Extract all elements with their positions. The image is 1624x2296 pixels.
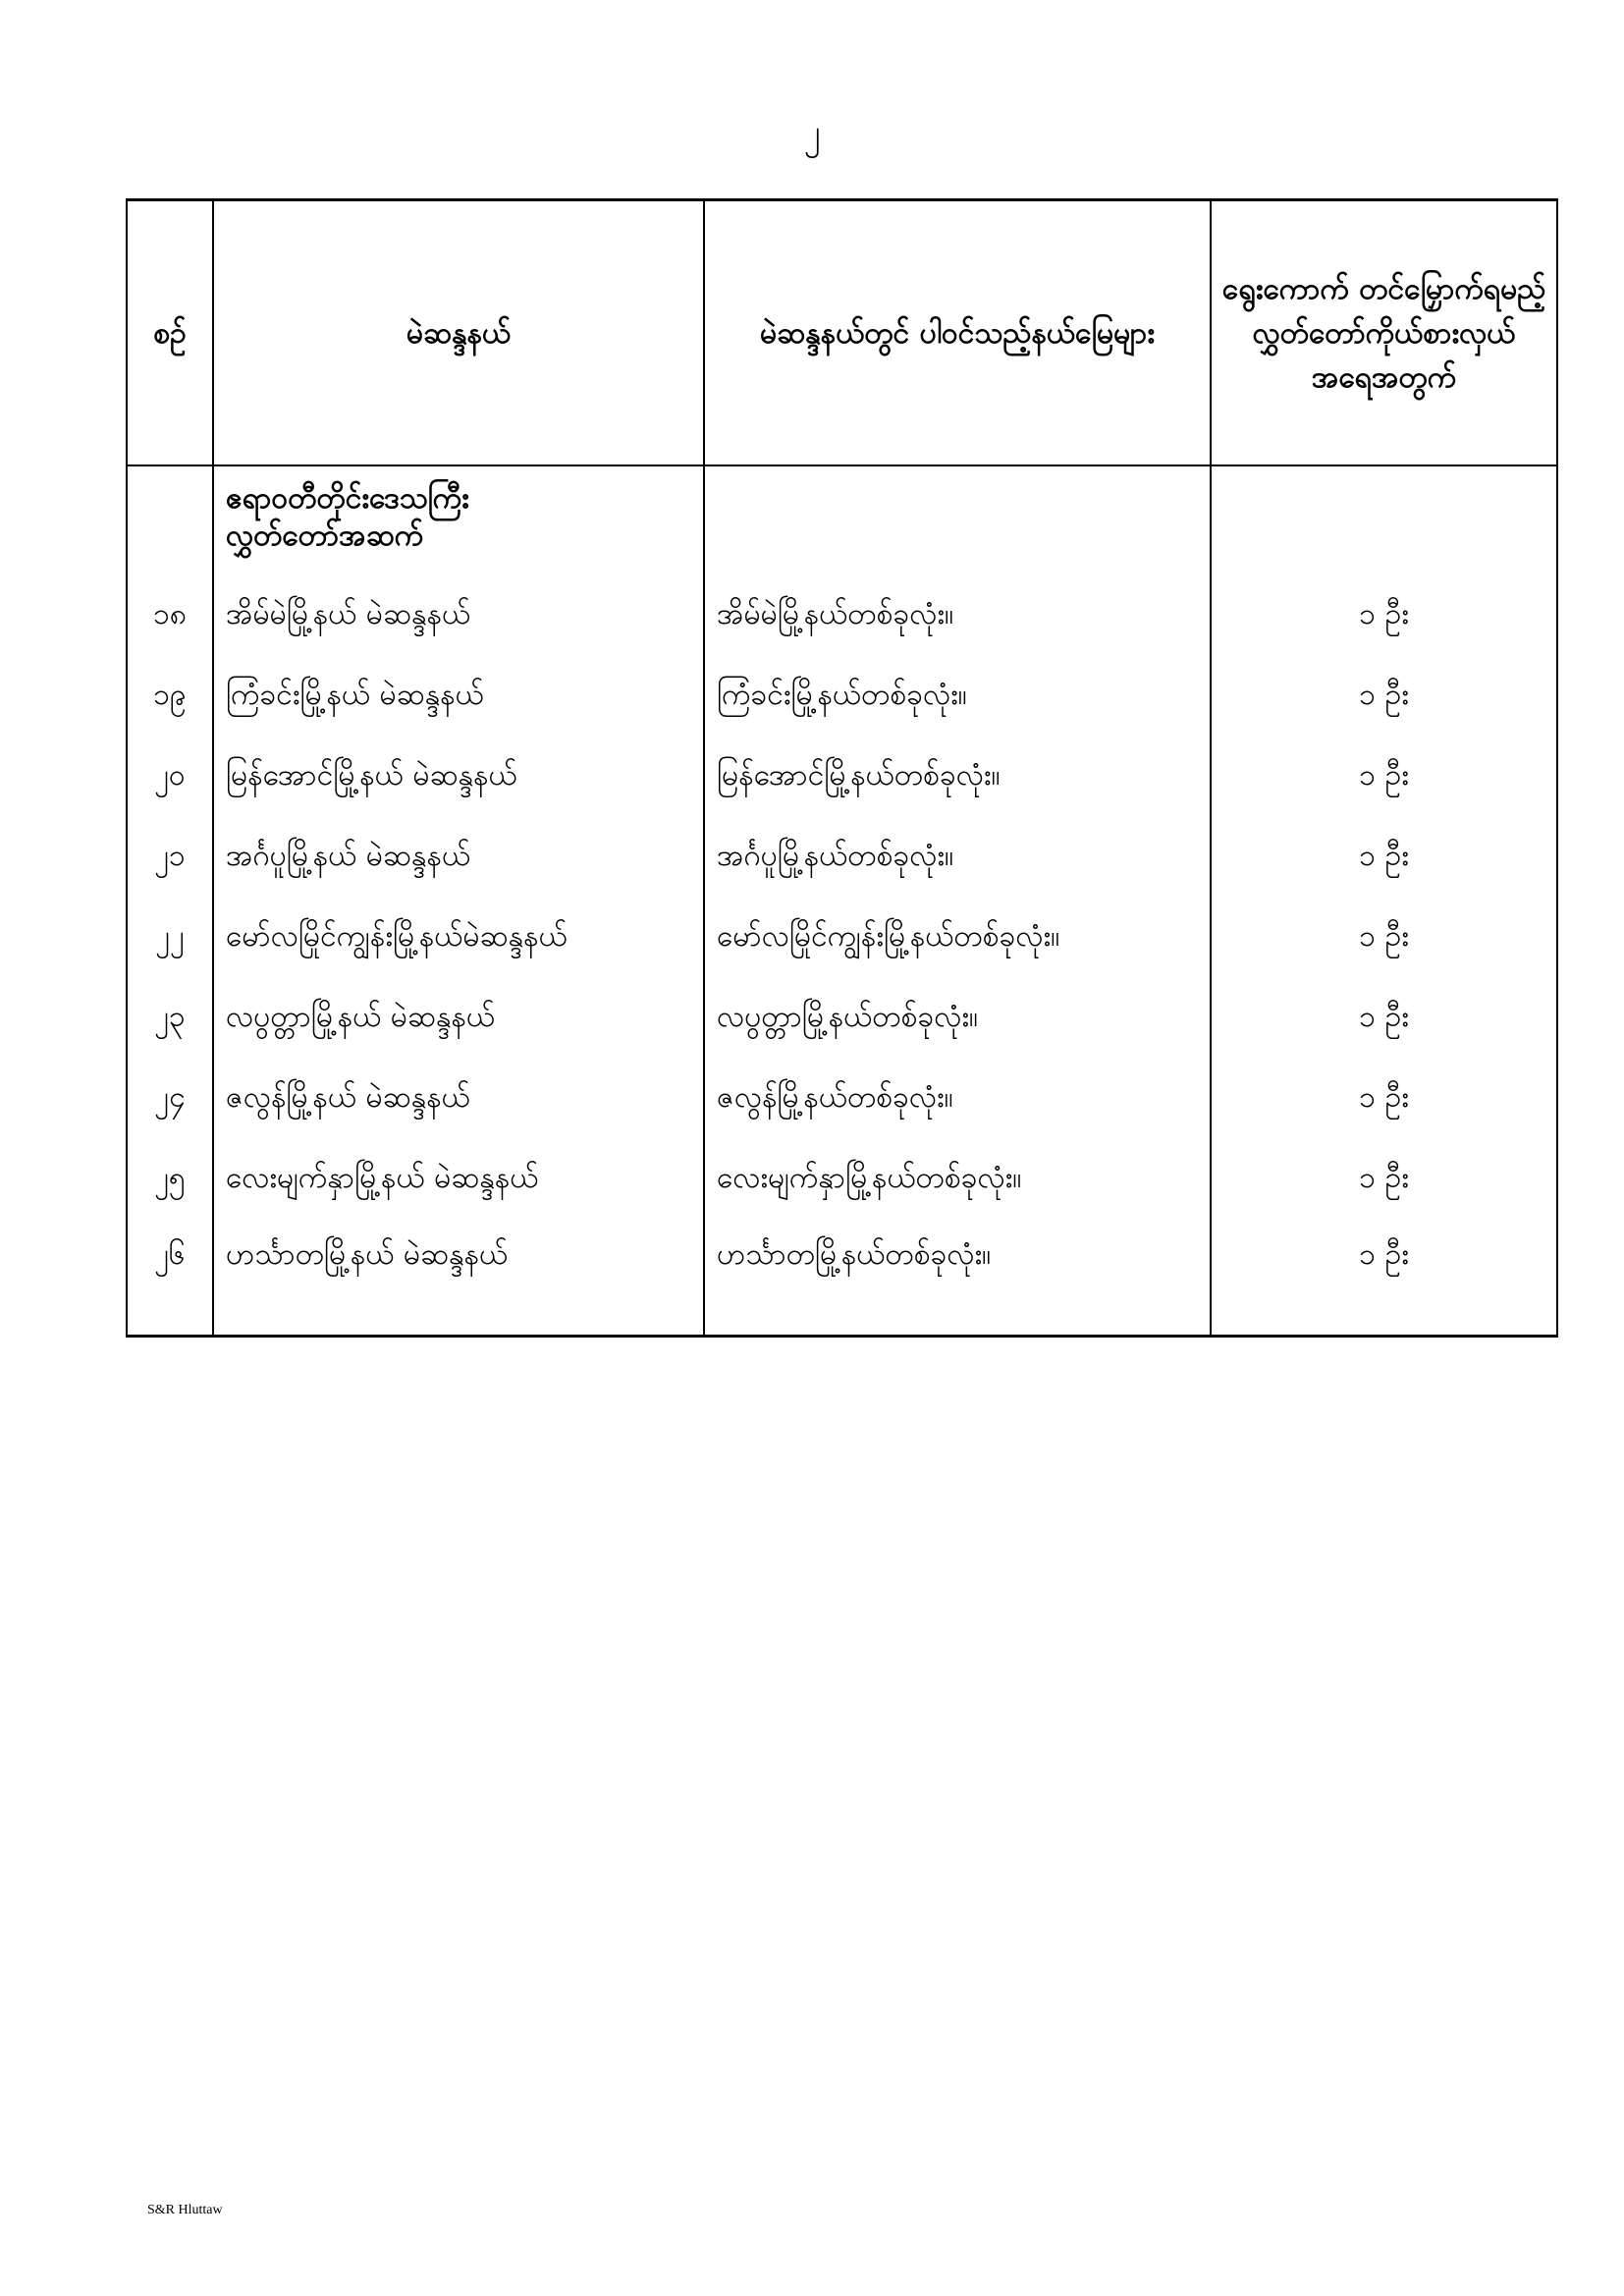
row-townships: လပွတ္တာမြို့နယ်တစ်ခုလုံး။ [704,977,1211,1058]
region-name: ဧရာဝတီတိုင်းဒေသကြီး [226,481,469,516]
row-seats: ၁ ဦး [1211,816,1557,897]
header-constituency: မဲဆန္ဒနယ် [213,200,704,466]
row-no: ၂၆ [127,1219,213,1337]
table-row [127,816,1557,897]
row-constituency: ဟင်္သာတမြို့နယ် မဲဆန္ဒနယ် [213,1219,704,1337]
row-constituency: ဇလွန်မြို့နယ် မဲဆန္ဒနယ် [213,1058,704,1138]
row-townships: မော်လမြိုင်ကျွန်းမြို့နယ်တစ်ခုလုံး။ [704,897,1211,977]
header-townships: မဲဆန္ဒနယ်တွင် ပါဝင်သည့်နယ်မြေများ [704,200,1211,466]
table-row [127,897,1557,977]
row-townships: အင်္ဂပူမြို့နယ်တစ်ခုလုံး။ [704,816,1211,897]
row-constituency: မြန်အောင်မြို့နယ် မဲဆန္ဒနယ် [213,736,704,816]
row-townships: ဇလွန်မြို့နယ်တစ်ခုလုံး။ [704,1058,1211,1138]
region-heading [213,465,704,574]
footer-text: S&R Hluttaw [147,2203,223,2217]
row-constituency: အိမ်မဲမြို့နယ် မဲဆန္ဒနယ် [213,574,704,655]
table-row [127,977,1557,1058]
table-row [127,655,1557,736]
row-no: ၂၂ [127,897,213,977]
row-townships: ကြံခင်းမြို့နယ်တစ်ခုလုံး။ [704,655,1211,736]
row-seats: ၁ ဦး [1211,897,1557,977]
table-row [127,574,1557,655]
table-row [127,1219,1557,1337]
row-constituency: ကြံခင်းမြို့နယ် မဲဆန္ဒနယ် [213,655,704,736]
region-row [127,465,1557,574]
region-continued: လွှတ်တော်အဆက် [226,518,424,553]
row-seats: ၁ ဦး [1211,655,1557,736]
row-constituency: လေးမျက်နှာမြို့နယ် မဲဆန္ဒနယ် [213,1138,704,1219]
constituency-table [126,198,1558,1338]
table-row [127,1058,1557,1138]
row-townships: မြန်အောင်မြို့နယ်တစ်ခုလုံး။ [704,736,1211,816]
row-no: ၂၅ [127,1138,213,1219]
header-seats: ရွေးကောက် တင်မြှောက်ရမည့် လွှတ်တော်ကိုယ်စားလှယ် အရေအတွက် [1211,200,1557,466]
row-no: ၂၄ [127,1058,213,1138]
page-number: ၂ [803,113,821,152]
row-townships: ဟင်္သာတမြို့နယ်တစ်ခုလုံး။ [704,1219,1211,1337]
row-seats: ၁ ဦး [1211,1058,1557,1138]
row-seats: ၁ ဦး [1211,977,1557,1058]
row-seats: ၁ ဦး [1211,574,1557,655]
row-no: ၂၃ [127,977,213,1058]
row-townships: အိမ်မဲမြို့နယ်တစ်ခုလုံး။ [704,574,1211,655]
row-constituency: အင်္ဂပူမြို့နယ် မဲဆန္ဒနယ် [213,816,704,897]
table-row [127,736,1557,816]
row-seats: ၁ ဦး [1211,736,1557,816]
row-seats: ၁ ဦး [1211,1219,1557,1337]
table-header-row [127,200,1557,466]
row-no: ၂၀ [127,736,213,816]
table-row [127,1138,1557,1219]
row-no: ၁၈ [127,574,213,655]
row-townships: လေးမျက်နှာမြို့နယ်တစ်ခုလုံး။ [704,1138,1211,1219]
row-no: ၁၉ [127,655,213,736]
row-constituency: လပွတ္တာမြို့နယ် မဲဆန္ဒနယ် [213,977,704,1058]
row-no: ၂၁ [127,816,213,897]
row-constituency: မော်လမြိုင်ကျွန်းမြို့နယ်မဲဆန္ဒနယ် [213,897,704,977]
header-no: စဉ် [127,200,213,466]
row-seats: ၁ ဦး [1211,1138,1557,1219]
